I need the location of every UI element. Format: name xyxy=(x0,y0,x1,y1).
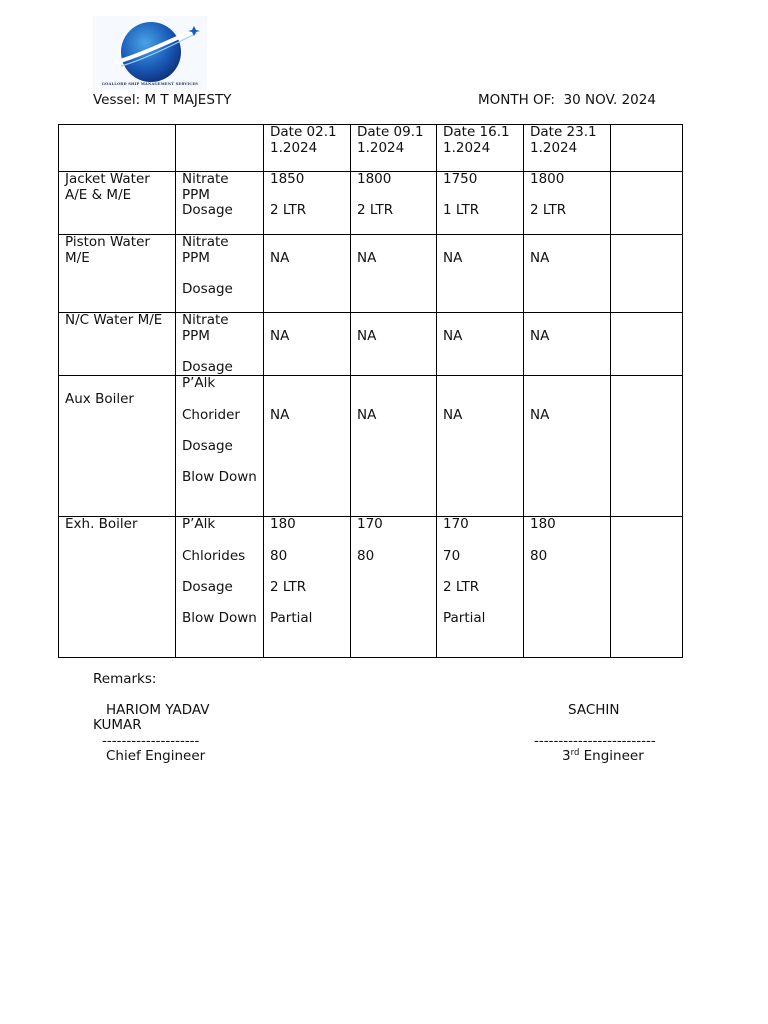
date-column-1: Date 02.11.2024 xyxy=(264,125,351,172)
header-system-cell xyxy=(59,125,176,172)
empty-column-header xyxy=(611,125,683,172)
value-cell xyxy=(264,235,351,313)
value-text: NA xyxy=(443,406,463,423)
value-cell xyxy=(351,235,437,313)
value-text: NA xyxy=(530,406,550,423)
empty-cell xyxy=(611,313,683,376)
chief-signature-line: -------------------- xyxy=(102,733,200,749)
parameter-label: Dosage xyxy=(182,437,233,454)
value-cell xyxy=(264,376,351,517)
value-text: 80 xyxy=(357,547,375,564)
parameter-label: Dosage xyxy=(182,578,233,595)
company-logo xyxy=(93,16,207,90)
value-text: NA xyxy=(357,249,377,266)
empty-cell xyxy=(611,235,683,313)
parameter-label: P’Alk xyxy=(182,375,216,392)
system-label: Aux Boiler xyxy=(65,390,134,407)
value-text: NA xyxy=(530,327,550,344)
value-text: 80 xyxy=(270,547,288,564)
chief-engineer-name: HARIOM YADAV xyxy=(106,702,210,718)
parameters-cell xyxy=(176,376,264,517)
parameter-label: Nitrate PPM xyxy=(182,312,229,344)
remarks-label: Remarks: xyxy=(93,671,157,687)
table-row xyxy=(59,235,683,313)
value-text: NA xyxy=(443,249,463,266)
month-of xyxy=(478,92,656,108)
value-cell xyxy=(437,235,524,313)
value-text: NA xyxy=(357,406,377,423)
value-cell xyxy=(524,235,611,313)
table-row xyxy=(59,376,683,517)
chief-engineer-title: Chief Engineer xyxy=(106,748,206,764)
value-cell xyxy=(524,376,611,517)
third-engineer-title xyxy=(562,749,644,765)
value-text: 2 LTR xyxy=(270,202,307,219)
value-text: NA xyxy=(270,249,290,266)
value-text: 180 xyxy=(530,516,556,533)
parameters-cell xyxy=(176,235,264,313)
value-cell xyxy=(351,172,437,235)
vessel-name: Vessel: M T MAJESTY xyxy=(93,92,232,108)
system-aux-boiler xyxy=(59,376,176,517)
ordinal-suffix: rd xyxy=(570,748,580,758)
table-row xyxy=(59,172,683,235)
value-text: 80 xyxy=(530,547,548,564)
empty-cell xyxy=(611,172,683,235)
value-text: Partial xyxy=(443,609,486,626)
parameter-label: P’Alk xyxy=(182,516,216,533)
value-text: NA xyxy=(270,327,290,344)
system-nc-water: N/C Water M/E xyxy=(59,313,176,376)
chief-engineer-name-line2: KUMAR xyxy=(93,717,142,733)
table-row xyxy=(59,313,683,376)
date-column-4: Date 23.11.2024 xyxy=(524,125,611,172)
value-text: 1 LTR xyxy=(443,202,480,219)
header-parameter-cell xyxy=(176,125,264,172)
value-text: 180 xyxy=(270,516,296,533)
parameter-label: Dosage xyxy=(182,280,233,297)
value-text: 70 xyxy=(443,547,461,564)
value-text: 1800 xyxy=(530,171,565,187)
month-value: 30 NOV. 2024 xyxy=(563,92,656,108)
parameter-label: Dosage xyxy=(182,202,233,219)
value-text: 2 LTR xyxy=(443,578,480,595)
value-cell xyxy=(264,172,351,235)
value-text: NA xyxy=(270,406,290,423)
value-cell xyxy=(437,313,524,376)
parameters-cell xyxy=(176,313,264,376)
value-text: Partial xyxy=(270,609,313,626)
value-text: NA xyxy=(530,249,550,266)
parameter-label: Chorider xyxy=(182,406,240,423)
logo-caption: GOALLORD SHIP MANAGEMENT SERVICES xyxy=(101,82,199,86)
value-cell xyxy=(437,376,524,517)
system-jacket-water: Jacket Water A/E & M/E xyxy=(59,172,176,235)
empty-cell xyxy=(611,517,683,658)
value-text: 170 xyxy=(357,516,383,533)
ordinal-number: 3 xyxy=(562,748,571,764)
value-text: NA xyxy=(443,327,463,344)
value-text: 1850 xyxy=(270,171,305,187)
parameter-label: Dosage xyxy=(182,358,233,375)
value-cell xyxy=(524,313,611,376)
value-cell xyxy=(351,313,437,376)
header-row xyxy=(59,125,683,172)
value-text: 2 LTR xyxy=(357,202,394,219)
value-cell xyxy=(264,517,351,658)
value-cell xyxy=(437,172,524,235)
parameter-label: Blow Down xyxy=(182,609,257,626)
water-treatment-table xyxy=(58,124,683,658)
value-text: 1750 xyxy=(443,171,478,187)
value-cell xyxy=(351,376,437,517)
value-text: 2 LTR xyxy=(270,578,307,595)
parameter-label: Nitrate PPM xyxy=(182,171,229,203)
empty-cell xyxy=(611,376,683,517)
table-row xyxy=(59,517,683,658)
parameters-cell xyxy=(176,172,264,235)
parameters-cell xyxy=(176,517,264,658)
system-piston-water: Piston Water M/E xyxy=(59,235,176,313)
third-engineer-name: SACHIN xyxy=(568,702,620,718)
date-column-3: Date 16.11.2024 xyxy=(437,125,524,172)
parameter-label: Chlorides xyxy=(182,547,246,564)
value-text: 2 LTR xyxy=(530,202,567,219)
value-cell xyxy=(437,517,524,658)
parameter-label: Nitrate PPM xyxy=(182,234,229,266)
value-text: 1800 xyxy=(357,171,392,187)
value-cell xyxy=(351,517,437,658)
value-cell xyxy=(264,313,351,376)
title-text: Engineer xyxy=(579,748,644,764)
system-exh-boiler: Exh. Boiler xyxy=(59,517,176,658)
value-text: 170 xyxy=(443,516,469,533)
date-column-2: Date 09.11.2024 xyxy=(351,125,437,172)
value-text: NA xyxy=(357,327,377,344)
parameter-label: Blow Down xyxy=(182,468,257,485)
value-cell xyxy=(524,172,611,235)
value-cell xyxy=(524,517,611,658)
third-signature-line: ------------------------- xyxy=(534,733,656,749)
month-label: MONTH OF: xyxy=(478,92,555,108)
